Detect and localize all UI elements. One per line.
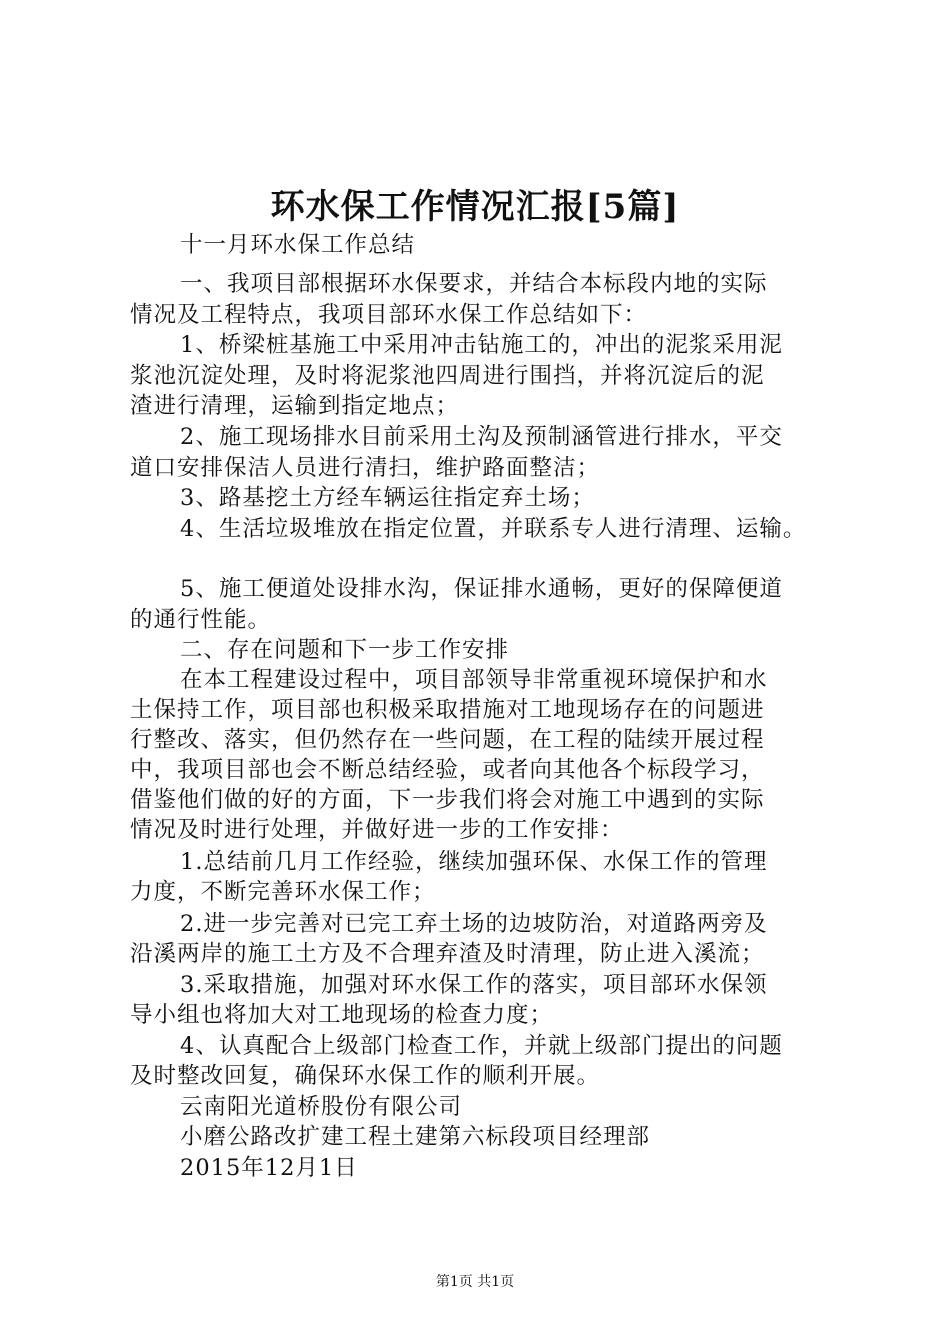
body-line: 2.进一步完善对已完工弃土场的边坡防治，对道路两旁及 — [180, 911, 768, 937]
body-line: 在本工程建设过程中，项目部领导非常重视环境保护和水 — [180, 667, 768, 693]
body-line: 1.总结前几月工作经验，继续加强环保、水保工作的管理 — [180, 849, 768, 875]
signature-company: 云南阳光道桥股份有限公司 — [180, 1094, 463, 1120]
signature-date: 2015年12月1日 — [180, 1155, 358, 1181]
document-title: 环水保工作情况汇报[5篇] — [270, 187, 680, 227]
section-heading: 二、存在问题和下一步工作安排 — [180, 637, 510, 663]
body-line: 借鉴他们做的好的方面，下一步我们将会对施工中遇到的实际 — [130, 787, 765, 813]
body-line: 及时整改回复，确保环水保工作的顺利开展。 — [130, 1063, 601, 1089]
body-line: 中，我项目部也会不断总结经验，或者向其他各个标段学习， — [130, 757, 765, 783]
body-line: 3.采取措施，加强对环水保工作的落实，项目部环水保领 — [180, 972, 768, 998]
body-line: 土保持工作，项目部也积极采取措施对工地现场存在的问题进 — [130, 697, 765, 723]
body-line: 的通行性能。 — [130, 607, 272, 633]
body-line: 3、路基挖土方经车辆运往指定弃土场； — [180, 485, 595, 511]
signature-department: 小磨公路改扩建工程土建第六标段项目经理部 — [180, 1124, 651, 1150]
body-line: 十一月环水保工作总结 — [180, 232, 416, 258]
body-line: 情况及工程特点，我项目部环水保工作总结如下： — [130, 302, 648, 328]
body-line: 导小组也将加大对工地现场的检查力度； — [130, 1002, 554, 1028]
body-line: 渣进行清理，运输到指定地点； — [130, 393, 460, 419]
body-line: 一、我项目部根据环水保要求，并结合本标段内地的实际 — [180, 271, 768, 297]
body-line: 道口安排保洁人员进行清扫，维护路面整洁； — [130, 455, 601, 481]
body-line: 情况及时进行处理，并做好进一步的工作安排： — [130, 817, 624, 843]
body-line: 浆池沉淀处理，及时将泥浆池四周进行围挡，并将沉淀后的泥 — [130, 363, 765, 389]
page-footer: 第1页 共1页 — [435, 1274, 515, 1290]
body-line: 4、生活垃圾堆放在指定位置，并联系专人进行清理、运输。 — [180, 516, 807, 542]
body-line: 1、桥梁桩基施工中采用冲击钻施工的，冲出的泥浆采用泥 — [180, 332, 783, 358]
body-line: 行整改、落实，但仍然存在一些问题，在工程的陆续开展过程 — [130, 727, 765, 753]
body-line: 2、施工现场排水目前采用土沟及预制涵管进行排水，平交 — [180, 424, 783, 450]
body-line: 4、认真配合上级部门检查工作，并就上级部门提出的问题 — [180, 1033, 783, 1059]
body-line: 沿溪两岸的施工土方及不合理弃渣及时清理，防止进入溪流； — [130, 941, 765, 967]
body-line: 力度，不断完善环水保工作； — [130, 879, 436, 905]
body-line: 5、施工便道处设排水沟，保证排水通畅，更好的保障便道 — [180, 576, 783, 602]
